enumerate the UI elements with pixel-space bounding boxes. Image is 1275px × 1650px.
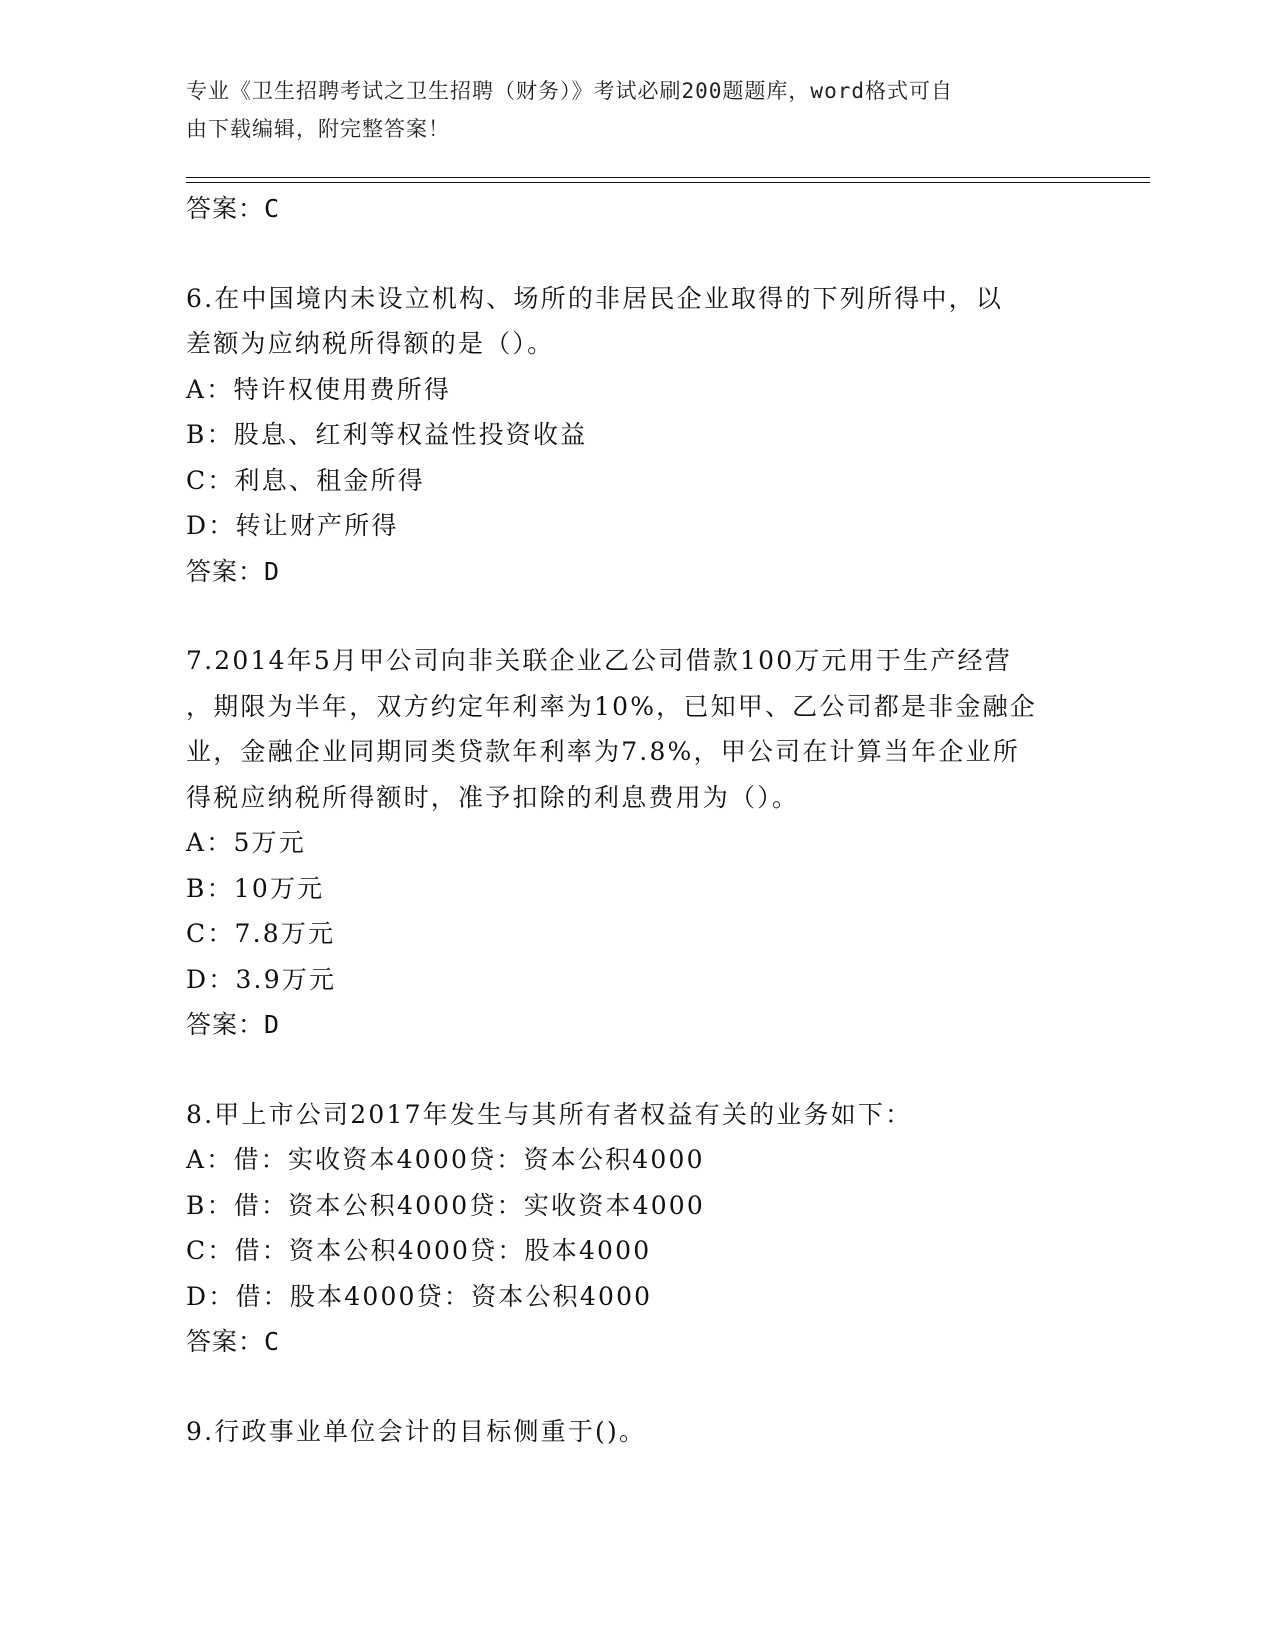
answer-line: 答案：C [186, 1327, 281, 1356]
spacer [186, 232, 1086, 276]
header-divider-top [186, 177, 1150, 178]
question-block [186, 276, 1086, 595]
question-block [186, 1409, 1086, 1455]
answer-line: 答案：C [186, 194, 281, 223]
header-line-2: 由下载编辑，附完整答案！ [186, 117, 450, 141]
option-d: D：转让财产所得 [186, 511, 399, 540]
document-header [186, 72, 1066, 148]
option-c: C：借：资本公积4000贷：股本4000 [186, 1236, 652, 1265]
question-stem: 7.2014年5月甲公司向非关联企业乙公司借款100万元用于生产经营 [186, 646, 1012, 675]
header-divider-bottom [186, 182, 1150, 183]
question-stem: 业，金融企业同期同类贷款年利率为7.8%，甲公司在计算当年企业所 [186, 737, 1020, 766]
header-line-1: 专业《卫生招聘考试之卫生招聘（财务）》考试必刷200题题库，word格式可自 [186, 79, 953, 103]
question-stem: ，期限为半年，双方约定年利率为10%，已知甲、乙公司都是非金融企 [186, 691, 1037, 721]
question-block [186, 1092, 1086, 1365]
spacer [186, 1365, 1086, 1409]
spacer [186, 594, 1086, 638]
question-stem: 得税应纳税所得额时，准予扣除的利息费用为（）。 [186, 782, 800, 812]
question-stem: 8.甲上市公司2017年发生与其所有者权益有关的业务如下： [186, 1099, 913, 1129]
question-block [186, 638, 1086, 1048]
question-stem: 差额为应纳税所得额的是（）。 [186, 329, 555, 358]
option-a: A：5万元 [186, 828, 306, 857]
answer-line: 答案：D [186, 1010, 281, 1039]
option-d: D：借：股本4000贷：资本公积4000 [186, 1281, 653, 1311]
option-a: A：借：实收资本4000贷：资本公积4000 [186, 1145, 705, 1174]
option-a: A：特许权使用费所得 [186, 374, 452, 404]
option-c: C：7.8万元 [186, 919, 336, 948]
option-b: B：股息、红利等权益性投资收益 [186, 420, 588, 449]
question-stem: 9.行政事业单位会计的目标侧重于()。 [186, 1416, 647, 1446]
option-b: B：借：资本公积4000贷：实收资本4000 [186, 1190, 706, 1220]
answer-line: 答案：D [186, 556, 281, 586]
option-b: B：10万元 [186, 873, 325, 903]
option-c: C：利息、租金所得 [186, 465, 425, 495]
spacer [186, 1048, 1086, 1092]
option-d: D：3.9万元 [186, 964, 337, 994]
question-stem: 6.在中国境内未设立机构、场所的非居民企业取得的下列所得中，以 [186, 283, 1004, 313]
question-list [186, 186, 1086, 1454]
